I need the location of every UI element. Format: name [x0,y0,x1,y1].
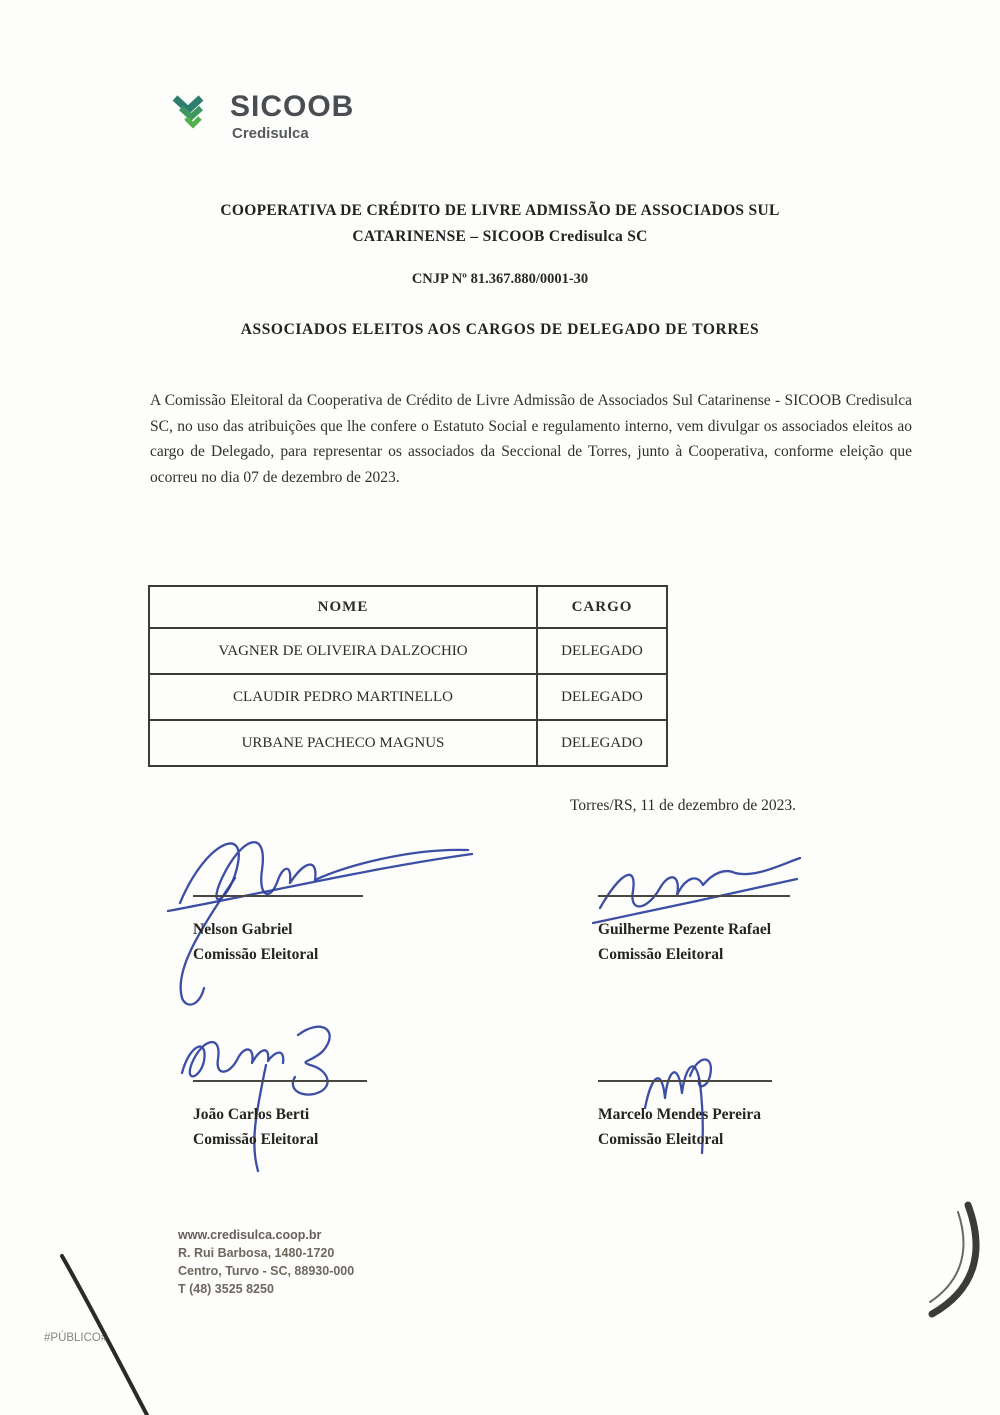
signer-role: Comissão Eleitoral [598,945,724,963]
logo-text [230,92,354,142]
footer-website: www.credisulca.coop.br [178,1228,322,1242]
signature-line [598,895,790,897]
body-paragraph: A Comissão Eleitoral da Cooperativa de Crédito de Livre Admissão de Associados Sul Catarinense - SICOOB Credisulca SC, no uso das atribuições que lhe confere o Estatuto Social e regulamento interno, vem divulgar os associados eleitos ao cargo de Delegado, para representar os associados da Seccional de Torres, junto à Cooperativa, conforme eleição que ocorreu no dia 07 de dezembro de 2023. [150,392,912,486]
signer-role: Comissão Eleitoral [598,1130,724,1148]
signature-block-marcelo [598,1103,761,1153]
footer-address-line1: R. Rui Barbosa, 1480-1720 [178,1246,335,1261]
cell-cargo: DELEGADO [537,628,667,674]
signature-block-nelson [193,918,318,968]
signer-name: Nelson Gabriel [193,921,293,938]
signer-role: Comissão Eleitoral [193,945,319,963]
scan-artifact-page-curl-echo [930,1212,963,1302]
table-row [149,720,667,766]
signature-line [193,1080,367,1082]
signature-ink-nelson-gabriel [150,808,480,1013]
signature-line [598,1080,772,1082]
footer-phone: T (48) 3525 8250 [178,1282,274,1297]
signer-name: João Carlos Berti [193,1106,310,1123]
cnpj-line: CNJP Nº 81.367.880/0001-30 [411,271,589,287]
signer-name: Guilherme Pezente Rafael [598,921,772,938]
document-title [100,198,900,251]
cell-cargo: DELEGADO [537,720,667,766]
signature-block-joao [193,1103,318,1153]
signature-block-guilherme [598,918,771,968]
cell-nome: URBANE PACHECO MAGNUS [149,720,537,766]
signer-name: Marcelo Mendes Pereira [598,1106,761,1123]
signature-line [193,895,363,897]
column-header-cargo: CARGO [537,586,667,628]
table-header-row [149,586,667,628]
footer-contact-block [178,1226,354,1299]
column-header-nome: NOME [149,586,537,628]
dateline: Torres/RS, 11 de dezembro de 2023. [570,797,797,814]
signer-role: Comissão Eleitoral [193,1130,319,1148]
cell-nome: CLAUDIR PEDRO MARTINELLO [149,674,537,720]
table-row [149,628,667,674]
classification-label: #PÚBLICO# [44,1332,108,1344]
footer-address-line2: Centro, Turvo - SC, 88930-000 [178,1264,355,1279]
cell-nome: VAGNER DE OLIVEIRA DALZOCHIO [149,628,537,674]
title-line-2: CATARINENSE – SICOOB Credisulca SC [352,228,648,246]
logo-brand-text: SICOOB [230,90,355,123]
document-subject: ASSOCIADOS ELEITOS AOS CARGOS DE DELEGADO DE TORRES [240,321,760,338]
title-line-1: COOPERATIVA DE CRÉDITO DE LIVRE ADMISSÃO DE ASSOCIADOS SUL [220,202,780,219]
sicoob-chevron-icon [172,94,224,134]
cell-cargo: DELEGADO [537,674,667,720]
table-row [149,674,667,720]
delegates-table [148,585,668,767]
sicoob-logo [172,92,354,142]
scan-artifact-page-curl [932,1205,976,1314]
logo-subbrand-text: Credisulca [232,125,309,142]
